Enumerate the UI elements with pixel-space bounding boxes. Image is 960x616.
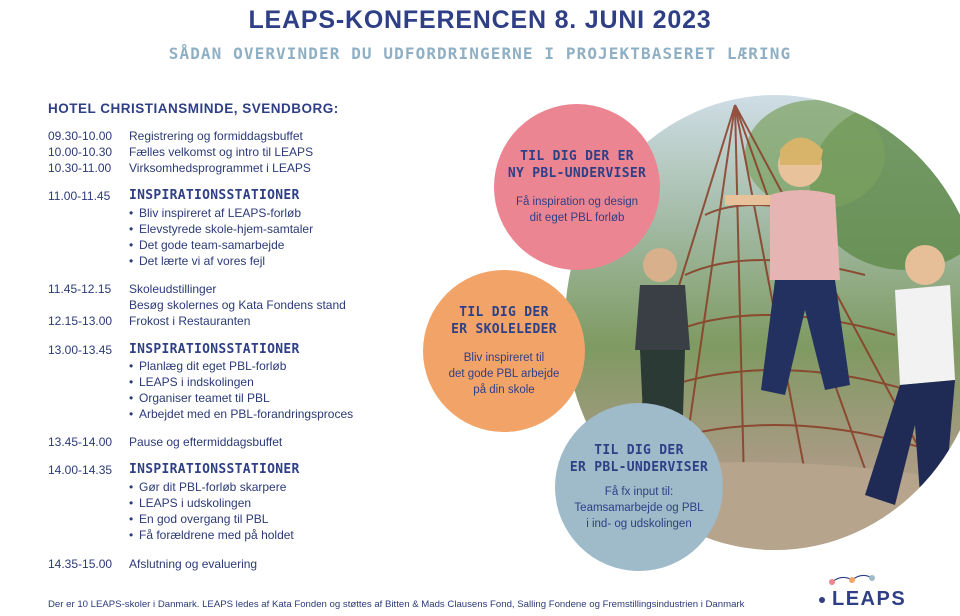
leader-bubble	[423, 270, 585, 432]
schedule-text: Skoleudstillinger	[129, 282, 217, 296]
schedule-row	[48, 144, 313, 160]
schedule-time: 09.30-10.00	[48, 129, 113, 143]
station-item: • Arbejdet med en PBL-forandringsproces	[129, 406, 353, 422]
schedule-time: 12.15-13.00	[48, 314, 113, 328]
station-item: • En god overgang til PBL	[129, 511, 268, 527]
venue-heading: HOTEL CHRISTIANSMINDE, SVENDBORG:	[48, 101, 339, 116]
station-item: • Bliv inspireret af LEAPS-forløb	[129, 205, 301, 221]
station-item: • Få forældrene med på holdet	[129, 527, 294, 543]
page-title: LEAPS-KONFERENCEN 8. JUNI 2023	[248, 6, 712, 34]
bubble-text-line: i ind- og udskolingen	[586, 518, 692, 530]
leaps-logo-text: LEAPS	[832, 588, 907, 610]
schedule-time: 10.30-11.00	[48, 161, 112, 175]
schedule-row	[48, 281, 216, 297]
bubble-heading: NY PBL-UNDERVISER	[507, 166, 647, 181]
schedule-subtext: Besøg skolernes og Kata Fondens stand	[129, 298, 346, 312]
schedule-row	[48, 313, 250, 329]
page-subtitle: SÅDAN OVERVINDER DU UDFORDRINGERNE I PROJEKTBASERET LÆRING	[168, 44, 792, 63]
bubble-heading: TIL DIG DER ER	[520, 149, 634, 164]
schedule-row	[48, 128, 303, 144]
station-item: • LEAPS i udskolingen	[129, 495, 251, 511]
schedule-row	[48, 160, 311, 176]
schedule-time: 14.35-15.00	[48, 557, 113, 571]
schedule-time: 13.45-14.00	[48, 435, 113, 449]
bubble-text-line: Få fx input til:	[604, 486, 674, 498]
bubble-text-line: Teamsamarbejde og PBL	[574, 502, 704, 514]
bubble-text	[574, 484, 703, 532]
station-heading: INSPIRATIONSSTATIONER	[129, 462, 300, 477]
station-item: • Planlæg dit eget PBL-forløb	[129, 358, 286, 374]
station-item: • Det lærte vi af vores fejl	[129, 253, 265, 269]
teacher-bubble	[555, 403, 723, 571]
schedule-time: 14.00-14.35	[48, 463, 113, 477]
bubble-text-line: det gode PBL arbejde	[448, 368, 560, 380]
station-heading: INSPIRATIONSSTATIONER	[129, 188, 300, 203]
schedule-time: 13.00-13.45	[48, 343, 113, 357]
schedule-text: Fælles velkomst og intro til LEAPS	[129, 145, 314, 159]
bubble-heading: ER PBL-UNDERVISER	[569, 460, 709, 475]
bubble-text-line: på din skole	[473, 384, 535, 396]
bubble-text-line: Bliv inspireret til	[463, 352, 545, 364]
bubble-heading: ER SKOLELEDER	[451, 322, 557, 337]
station-item: • Organiser teamet til PBL	[129, 390, 270, 406]
bubble-heading: TIL DIG DER	[594, 443, 684, 458]
bubble-text	[516, 194, 638, 226]
bubble-text-line: Få inspiration og design	[515, 196, 639, 208]
schedule-text: Virksomhedsprogrammet i LEAPS	[129, 161, 311, 175]
station-item: • LEAPS i indskolingen	[129, 374, 254, 390]
station-item: • Gør dit PBL-forløb skarpere	[129, 479, 286, 495]
bubble-text-line: dit eget PBL forløb	[529, 212, 625, 224]
schedule-text: Registrering og formiddagsbuffet	[129, 129, 303, 143]
station-heading: INSPIRATIONSSTATIONER	[129, 342, 300, 357]
schedule-time: 11.45-12.15	[48, 282, 112, 296]
new-teacher-bubble	[494, 104, 660, 270]
schedule-row	[48, 556, 257, 572]
schedule-text: Pause og eftermiddagsbuffet	[129, 435, 283, 449]
schedule-row	[48, 434, 282, 450]
schedule-time: 10.00-10.30	[48, 145, 113, 159]
schedule-text: Frokost i Restauranten	[129, 314, 251, 328]
bubble-text	[449, 350, 560, 398]
station-item: • Elevstyrede skole-hjem-samtaler	[129, 221, 313, 237]
bubble-heading: TIL DIG DER	[459, 305, 549, 320]
schedule-time: 11.00-11.45	[48, 189, 111, 203]
footer-note: Der er 10 LEAPS-skoler i Danmark. LEAPS ledes af Kata Fonden og støttes af Bitten & Mads Clausens Fond, Salling Fondene og Fremstillingsindustrien i Danmark	[48, 599, 745, 610]
schedule-text: Afslutning og evaluering	[129, 557, 258, 571]
station-item: • Det gode team-samarbejde	[129, 237, 284, 253]
